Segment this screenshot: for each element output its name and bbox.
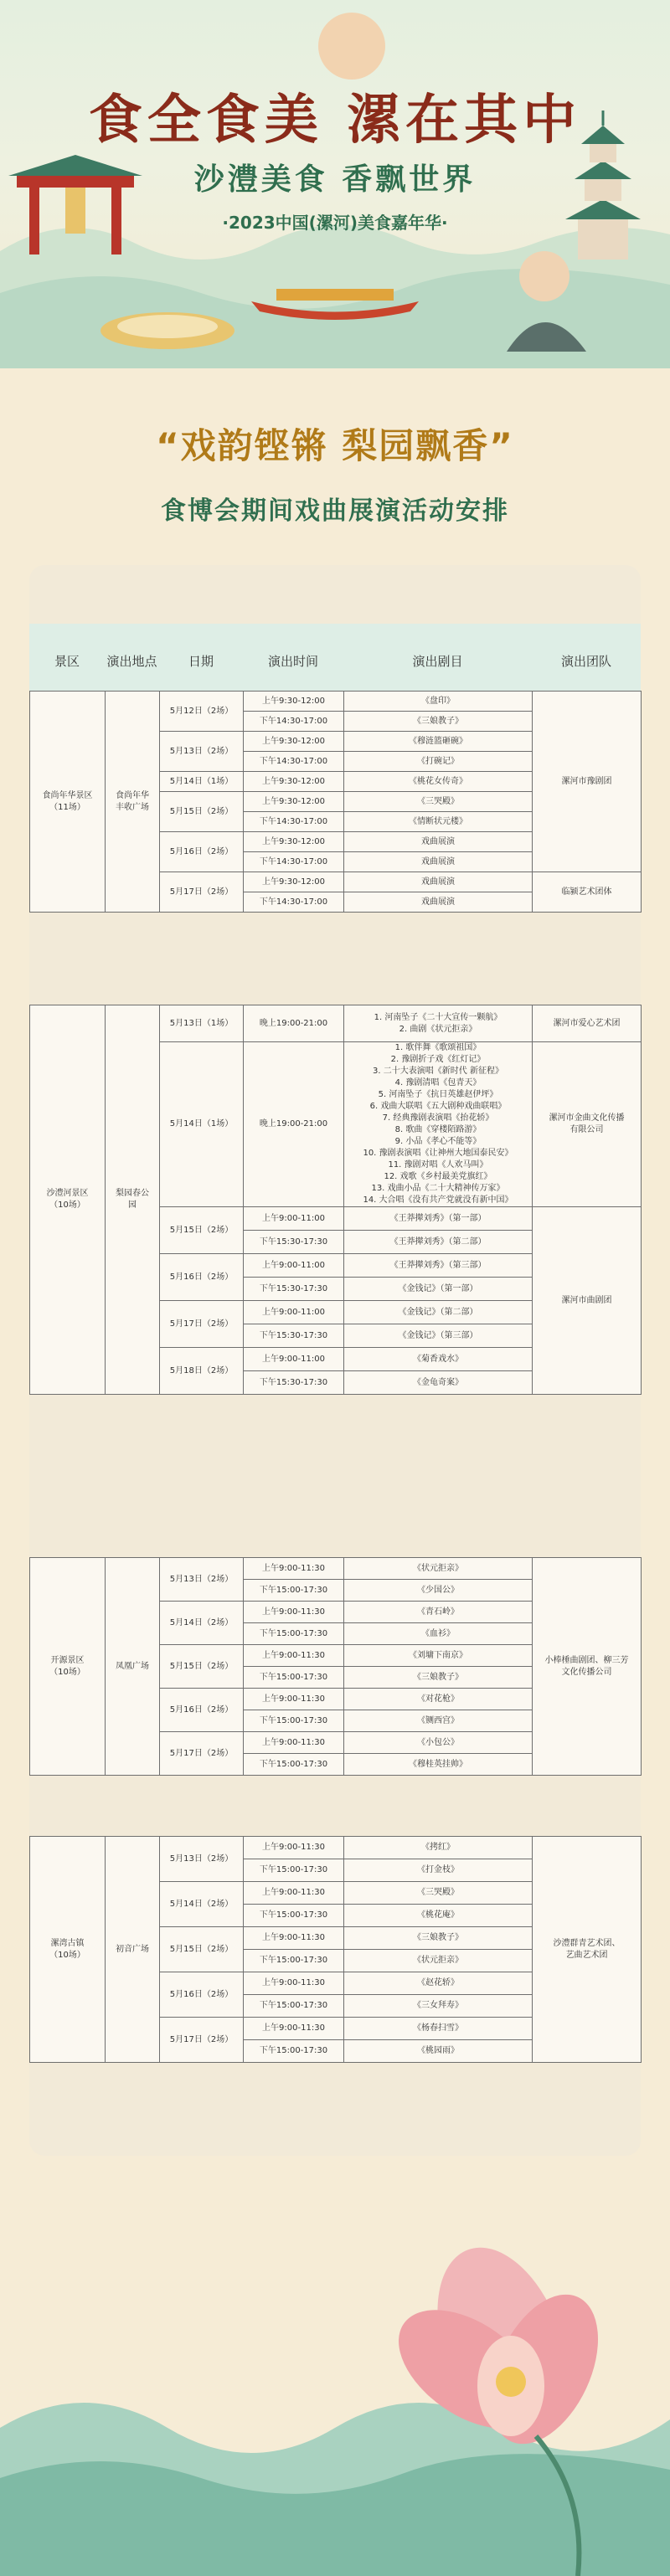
date-cell: 5月13日（2场） (160, 732, 244, 772)
time-cell: 上午9:00-11:30 (244, 1837, 344, 1859)
time-cell: 上午9:00-11:30 (244, 1972, 344, 1995)
program-cell: 《三娘教子》 (344, 1927, 533, 1950)
time-cell: 下午15:30-17:30 (244, 1324, 344, 1348)
time-cell: 上午9:00-11:30 (244, 1602, 344, 1623)
time-cell: 下午15:00-17:30 (244, 2040, 344, 2063)
time-cell: 上午9:00-11:00 (244, 1254, 344, 1278)
date-cell: 5月14日（1场） (160, 772, 244, 792)
program-cell: 戏曲展演 (344, 892, 533, 913)
program-cell: 《三女拜寿》 (344, 1995, 533, 2018)
date-cell: 5月13日（1场） (160, 1005, 244, 1042)
schedule-section-table (29, 1005, 642, 1395)
program-cell: 戏曲展演 (344, 872, 533, 892)
time-cell: 下午14:30-17:00 (244, 812, 344, 832)
scenic-area-cell: 开源景区 （10场） (30, 1558, 106, 1776)
program-cell: 《少国公》 (344, 1580, 533, 1602)
time-cell: 下午14:30-17:00 (244, 852, 344, 872)
program-cell: 《打碗记》 (344, 752, 533, 772)
date-cell: 5月16日（2场） (160, 1972, 244, 2018)
team-cell: 临颍艺术团体 (533, 872, 642, 913)
schedule-card (29, 565, 641, 2156)
program-cell: 《情断状元楼》 (344, 812, 533, 832)
program-cell: 《王莽撵刘秀》（第二部） (344, 1231, 533, 1254)
program-cell: 《穆涟篮砸碗》 (344, 732, 533, 752)
column-header-team: 演出团队 (560, 654, 611, 669)
time-cell: 上午9:00-11:30 (244, 1645, 344, 1667)
program-cell: 《小包公》 (344, 1732, 533, 1754)
program-cell: 《赵花轿》 (344, 1972, 533, 1995)
time-cell: 上午9:30-12:00 (244, 772, 344, 792)
team-cell: 漯河市爱心艺术团 (533, 1005, 642, 1042)
venue-cell: 初音广场 (106, 1837, 160, 2063)
program-cell: 《盘印》 (344, 692, 533, 712)
banner-subtitle: 沙澧美食 香飘世界 (193, 162, 477, 197)
time-cell: 上午9:00-11:30 (244, 1558, 344, 1580)
program-cell: 1. 歌伴舞《歌颂祖国》 2. 豫剧折子戏《红灯记》 3. 二十大表演唱《新时代 新征程》 4. 豫剧清唱《包青天》 5. 河南坠子《抗日英雄赵伊坪》 6. 戏曲大联唱《五大剧种戏曲联唱》 7. 经典豫剧表演唱《抬花轿》 8. 歌曲《穿楼陌路游》 9. 小品《孝心不能等》 10. 豫剧表演唱《让神州大地国泰民安》 11. 豫剧对唱《人欢马叫》 12. 戏歌《乡村最美党旗红》 13. 戏曲小品《二十大精神传万家》 14. 大合唱《没有共产党就没有新中国》 (344, 1042, 533, 1207)
schedule-section-table (29, 1557, 642, 1776)
program-cell: 《金龟奇案》 (344, 1371, 533, 1395)
food-plate-icon (100, 312, 234, 349)
column-header-date: 日期 (188, 654, 214, 669)
time-cell: 下午14:30-17:00 (244, 712, 344, 732)
time-cell: 上午9:00-11:00 (244, 1207, 344, 1231)
headline: “戏韵铿锵 梨园飘香” (156, 425, 514, 466)
date-cell: 5月13日（2场） (160, 1558, 244, 1602)
date-cell: 5月14日（2场） (160, 1882, 244, 1927)
venue-cell: 食尚年华 丰收广场 (106, 692, 160, 913)
program-cell: 《王莽撵刘秀》（第一部） (344, 1207, 533, 1231)
time-cell: 上午9:30-12:00 (244, 872, 344, 892)
time-cell: 上午9:00-11:30 (244, 1882, 344, 1905)
time-cell: 上午9:00-11:30 (244, 2018, 344, 2040)
team-cell: 漯河市豫剧团 (533, 692, 642, 872)
time-cell: 下午15:00-17:30 (244, 1667, 344, 1689)
program-cell: 《桃花庵》 (344, 1905, 533, 1927)
header-banner (0, 0, 670, 368)
program-cell: 《金钱记》（第一部） (344, 1278, 533, 1301)
time-cell: 上午9:30-12:00 (244, 832, 344, 852)
table-header (29, 624, 641, 699)
table-row (30, 692, 642, 712)
time-cell: 下午15:30-17:30 (244, 1231, 344, 1254)
team-cell: 小棒棰曲剧团、柳三芳 文化传播公司 (533, 1558, 642, 1776)
program-cell: 《菊香戏水》 (344, 1348, 533, 1371)
time-cell: 上午9:00-11:00 (244, 1301, 344, 1324)
time-cell: 下午15:30-17:30 (244, 1278, 344, 1301)
time-cell: 上午9:30-12:00 (244, 692, 344, 712)
time-cell: 下午15:00-17:30 (244, 1623, 344, 1645)
date-cell: 5月16日（2场） (160, 832, 244, 872)
time-cell: 下午15:00-17:30 (244, 1580, 344, 1602)
time-cell: 上午9:00-11:00 (244, 1348, 344, 1371)
date-cell: 5月16日（2场） (160, 1254, 244, 1301)
program-cell: 《刘墉下南京》 (344, 1645, 533, 1667)
table-row (30, 1558, 642, 1580)
schedule-section-table (29, 691, 642, 913)
program-cell: 《杨春扫雪》 (344, 2018, 533, 2040)
time-cell: 上午9:30-12:00 (244, 732, 344, 752)
program-cell: 《状元拒亲》 (344, 1558, 533, 1580)
program-cell: 《穆桂英挂帅》 (344, 1754, 533, 1776)
team-cell: 沙澧群青艺术团、 艺曲艺术团 (533, 1837, 642, 2063)
program-cell: 戏曲展演 (344, 832, 533, 852)
table-row (30, 1837, 642, 1859)
program-cell: 《铡西宫》 (344, 1710, 533, 1732)
date-cell: 5月14日（1场） (160, 1042, 244, 1207)
date-cell: 5月13日（2场） (160, 1837, 244, 1882)
program-cell: 《三哭殿》 (344, 1882, 533, 1905)
program-cell: 《对花枪》 (344, 1689, 533, 1710)
date-cell: 5月14日（2场） (160, 1602, 244, 1645)
time-cell: 下午15:00-17:30 (244, 1905, 344, 1927)
time-cell: 下午15:00-17:30 (244, 1754, 344, 1776)
program-cell: 《青石岭》 (344, 1602, 533, 1623)
banner-title: 食全食美 漯在其中 (88, 89, 582, 152)
time-cell: 下午15:00-17:30 (244, 1710, 344, 1732)
column-header-program: 演出剧目 (412, 654, 463, 669)
column-header-venue: 演出地点 (106, 654, 157, 669)
program-cell: 戏曲展演 (344, 852, 533, 872)
program-cell: 《拷红》 (344, 1837, 533, 1859)
program-cell: 《打金枝》 (344, 1859, 533, 1882)
time-cell: 下午15:00-17:30 (244, 1995, 344, 2018)
time-cell: 下午15:30-17:30 (244, 1371, 344, 1395)
program-cell: 《三哭殿》 (344, 792, 533, 812)
venue-cell: 梨园春公 园 (106, 1005, 160, 1395)
date-cell: 5月15日（2场） (160, 1645, 244, 1689)
date-cell: 5月16日（2场） (160, 1689, 244, 1732)
subheadline: 食博会期间戏曲展演活动安排 (161, 496, 509, 526)
program-cell: 《金钱记》（第二部） (344, 1301, 533, 1324)
date-cell: 5月15日（2场） (160, 1927, 244, 1972)
time-cell: 下午15:00-17:30 (244, 1950, 344, 1972)
time-cell: 上午9:00-11:30 (244, 1927, 344, 1950)
date-cell: 5月12日（2场） (160, 692, 244, 732)
program-cell: 《金钱记》（第三部） (344, 1324, 533, 1348)
program-cell: 《三娘教子》 (344, 1667, 533, 1689)
date-cell: 5月17日（2场） (160, 1301, 244, 1348)
lotus-decoration (0, 2177, 670, 2576)
time-cell: 下午14:30-17:00 (244, 752, 344, 772)
time-cell: 下午14:30-17:00 (244, 892, 344, 913)
date-cell: 5月18日（2场） (160, 1348, 244, 1395)
date-cell: 5月17日（2场） (160, 2018, 244, 2063)
time-cell: 晚上19:00-21:00 (244, 1005, 344, 1042)
scenic-area-cell: 食尚年华景区 （11场） (30, 692, 106, 913)
banner-event: ·2023中国(漯河)美食嘉年华· (222, 213, 448, 233)
column-header-time: 演出时间 (267, 654, 318, 669)
table-row (30, 1005, 642, 1042)
program-cell: 《桃园雨》 (344, 2040, 533, 2063)
program-cell: 《状元拒亲》 (344, 1950, 533, 1972)
time-cell: 下午15:00-17:30 (244, 1859, 344, 1882)
program-cell: 《桃花女传奇》 (344, 772, 533, 792)
time-cell: 晚上19:00-21:00 (244, 1042, 344, 1207)
date-cell: 5月17日（2场） (160, 872, 244, 913)
sun-icon (318, 13, 385, 80)
venue-cell: 凤凰广场 (106, 1558, 160, 1776)
program-cell: 《王莽撵刘秀》（第三部） (344, 1254, 533, 1278)
team-cell: 漯河市曲剧团 (533, 1207, 642, 1395)
scenic-area-cell: 沙澧河景区 （10场） (30, 1005, 106, 1395)
column-header-area: 景区 (54, 654, 80, 669)
date-cell: 5月15日（2场） (160, 792, 244, 832)
program-cell: 《血衫》 (344, 1623, 533, 1645)
team-cell: 漯河市金曲文化传播 有限公司 (533, 1042, 642, 1207)
date-cell: 5月15日（2场） (160, 1207, 244, 1254)
program-cell: 《三娘教子》 (344, 712, 533, 732)
time-cell: 上午9:30-12:00 (244, 792, 344, 812)
date-cell: 5月17日（2场） (160, 1732, 244, 1776)
schedule-section-table (29, 1836, 642, 2063)
time-cell: 上午9:00-11:30 (244, 1732, 344, 1754)
scenic-area-cell: 漯湾古镇 （10场） (30, 1837, 106, 2063)
time-cell: 上午9:00-11:30 (244, 1689, 344, 1710)
program-cell: 1. 河南坠子《二十大宣传一颗航》 2. 曲剧《状元拒亲》 (344, 1005, 533, 1042)
